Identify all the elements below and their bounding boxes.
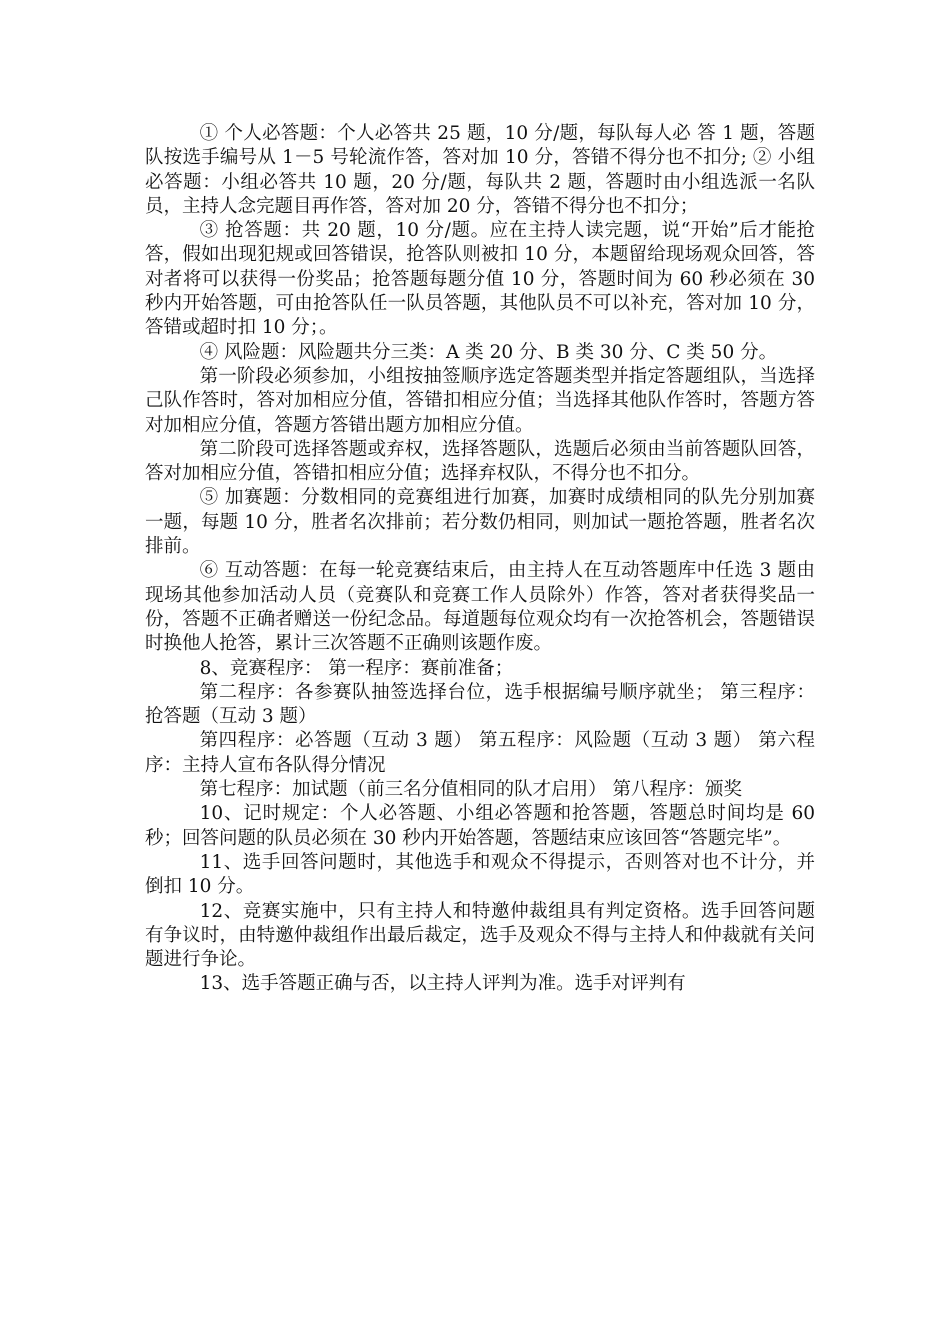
paragraph-tiebreak-questions: ⑤ 加赛题：分数相同的竞赛组进行加赛，加赛时成绩相同的队先分别加赛一题，每题 10 分，胜者名次排前；若分数仍相同，则加试一题抢答题，胜者名次排前。 (145, 487, 815, 558)
paragraph-phase-two: 第二阶段可选择答题或弃权，选择答题队，选题后必须由当前答题队回答，答对加相应分值，答错扣相应分值；选择弃权队，不得分也不扣分。 (145, 438, 815, 485)
paragraph-timing-rules: 10、记时规定：个人必答题、小组必答题和抢答题，答题总时间均是 60 秒；回答问题的队员必须在 30 秒内开始答题，答题结束应该回答“答题完毕”。 (145, 803, 815, 849)
paragraph-arbitration: 12、竞赛实施中，只有主持人和特邀仲裁组具有判定资格。选手回答问题有争议时，由特邀仲裁组作出最后裁定，选手及观众不得与主持人和仲裁就有关问题进行争论。 (145, 900, 815, 971)
paragraph-interactive-questions: ⑥ 互动答题：在每一轮竞赛结束后，由主持人在互动答题库中任选 3 题由现场其他参加活动人员（竞赛队和竞赛工作人员除外）作答，答对者获得奖品一份，答题不正确者赠送一份纪念品。每道题每位观众均有一次抢答机会，答题错误时换他人抢答，累计三次答题不正确则该题作废。 (145, 560, 815, 655)
paragraph-phase-one: 第一阶段必须参加，小组按抽签顺序选定答题类型并指定答题组队，当选择己队作答时，答对加相应分值，答错扣相应分值；当选择其他队作答时，答题方答对加相应分值，答题方答错出题方加相应分值。 (145, 365, 815, 436)
paragraph-buzzer-questions: ③ 抢答题：共 20 题，10 分/题。应在主持人读完题，说“开始”后才能抢答，假如出现犯规或回答错误，抢答队则被扣 10 分，本题留给现场观众回答，答对者将可以获得一份奖品；抢答题每题分值 10 分，答题时间为 60 秒必须在 30 秒内开始答题，可由抢答队任一队员答题，其他队员不可以补充，答对加 10 分，答错或超时扣 10 分；。 (145, 220, 815, 339)
paragraph-individual-required: ① 个人必答题：个人必答共 25 题，10 分/题，每队每人必 答 1 题，答题队按选手编号从 1－5 号轮流作答，答对加 10 分，答错不得分也不扣分; ② 小组必答题：小组必答共 10 题，20 分/题，每队共 2 题，答题时由小组选派一名队员，主持人念完题目再作答，答对加 20 分，答错不得分也不扣分； (145, 123, 815, 217)
document-body (145, 122, 815, 997)
paragraph-judging: 13、选手答题正确与否，以主持人评判为准。选手对评判有 (199, 973, 686, 995)
paragraph-procedure-two-three: 第二程序：各参赛队抽签选择台位，选手根据编号顺序就坐； 第三程序：抢答题（互动 3 题） (145, 681, 815, 728)
paragraph-no-prompting: 11、选手回答问题时，其他选手和观众不得提示，否则答对也不计分，并倒扣 10 分。 (145, 851, 815, 898)
paragraph-procedure-seven-eight: 第七程序：加试题（前三名分值相同的队才启用） 第八程序：颁奖 (199, 779, 742, 801)
paragraph-risk-questions: ④ 风险题：风险题共分三类：A 类 20 分、B 类 30 分、C 类 50 分。 (199, 341, 778, 363)
paragraph-competition-procedure: 8、竞赛程序： 第一程序：赛前准备； (199, 657, 514, 679)
paragraph-procedure-four-six: 第四程序：必答题（互动 3 题） 第五程序：风险题（互动 3 题） 第六程序：主持人宣布各队得分情况 (145, 730, 815, 776)
